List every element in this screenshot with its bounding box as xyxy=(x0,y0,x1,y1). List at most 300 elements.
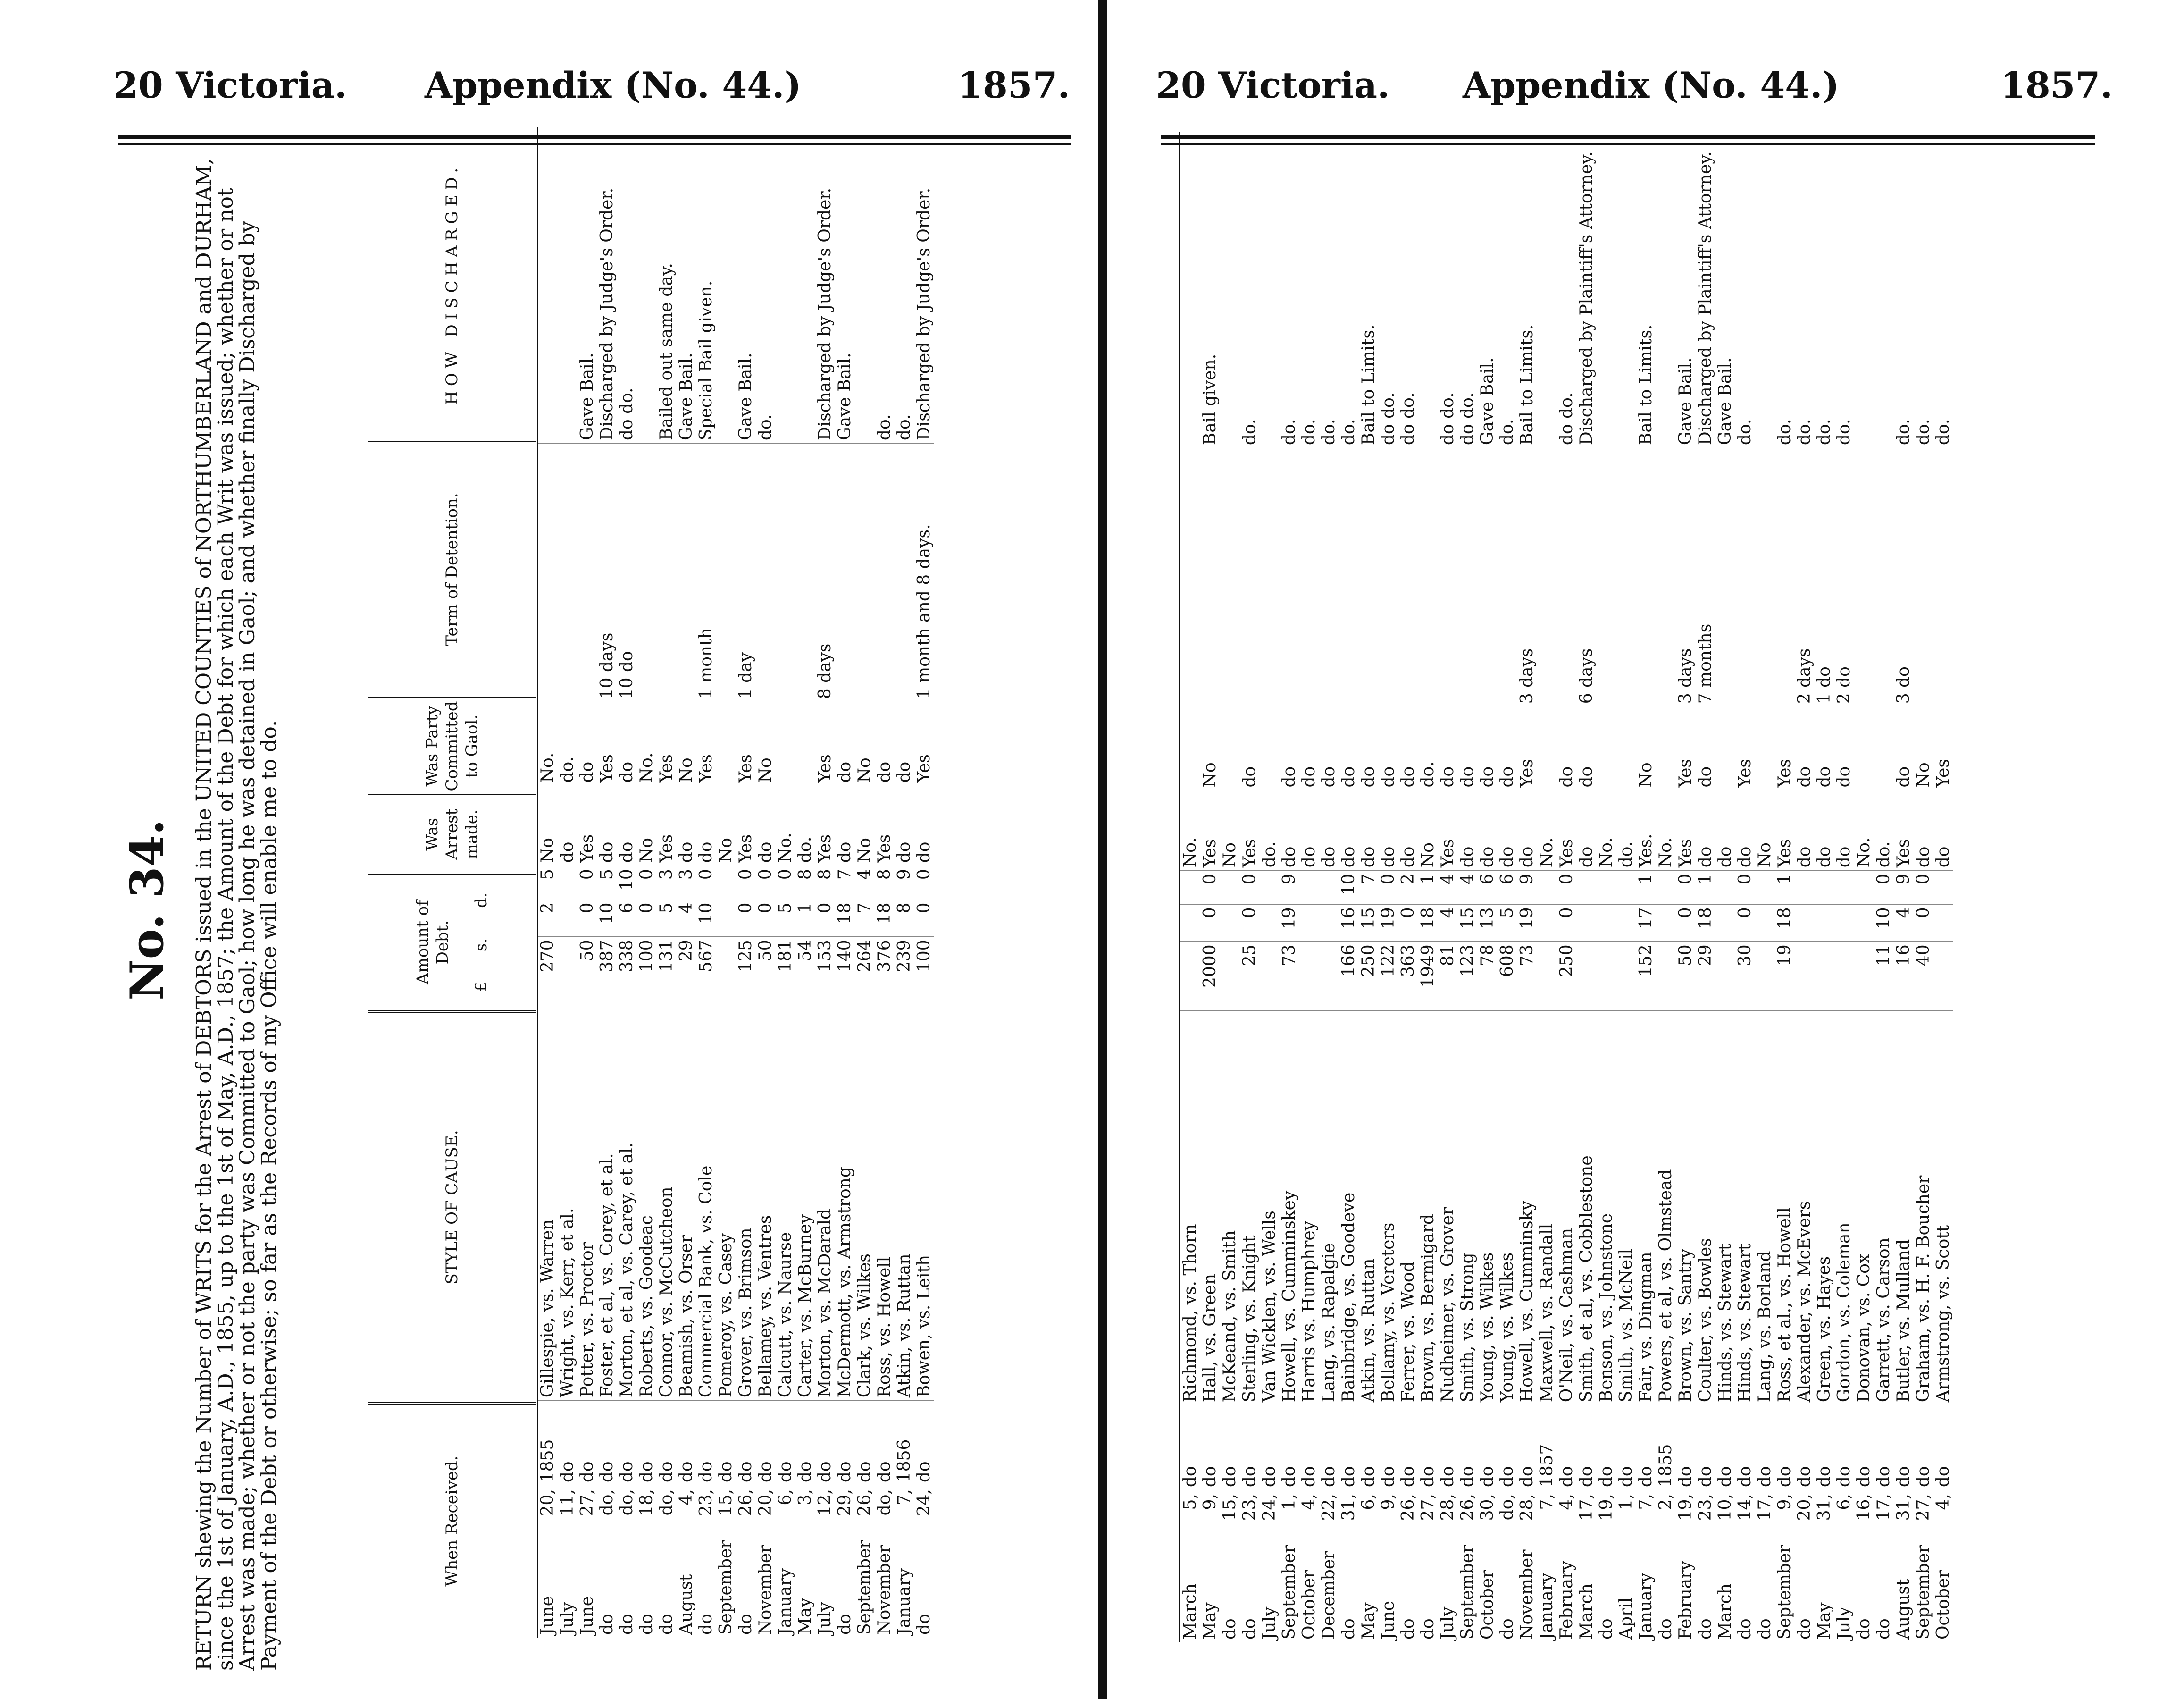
day-cell: 12, xyxy=(815,1489,835,1516)
year-cell: do xyxy=(1240,1466,1259,1488)
year-cell: do xyxy=(1438,1466,1457,1488)
term-detention-cell: 1 month xyxy=(696,443,716,702)
when-received-cell xyxy=(677,1400,696,1638)
pounds-cell xyxy=(558,936,577,1006)
month-cell: March xyxy=(1715,1583,1735,1640)
when-received-cell xyxy=(914,1400,934,1638)
table-row xyxy=(1379,132,1398,1642)
day-cell: 4, xyxy=(1299,1494,1319,1510)
how-discharged-cell: do. xyxy=(756,414,775,441)
left-year-label: 1857. xyxy=(958,64,1070,106)
style-of-cause-cell: Bellamy, vs. Vereters xyxy=(1379,1010,1398,1405)
term-detention-cell xyxy=(558,443,577,702)
when-received-cell xyxy=(756,1400,776,1638)
table-row xyxy=(1815,132,1834,1642)
term-detention-cell: 1 month and 8 days. xyxy=(914,443,934,702)
term-detention-cell xyxy=(855,443,875,702)
shillings-cell xyxy=(1616,904,1636,942)
table-row xyxy=(1854,132,1874,1642)
pence-cell: 8 xyxy=(795,866,815,899)
shillings-cell xyxy=(1656,904,1676,942)
when-received-cell xyxy=(736,1400,756,1638)
shillings-cell: 19 xyxy=(1379,904,1398,942)
committed-gaol-cell: do xyxy=(1498,707,1517,790)
arrest-made-cell: No. xyxy=(776,786,795,866)
col-how-discharged: HOW DISCHARGED. xyxy=(443,163,461,405)
when-received-cell xyxy=(716,1400,736,1638)
style-of-cause-cell: Roberts, vs. Goodeac xyxy=(637,1006,657,1400)
when-received-cell xyxy=(1854,1405,1874,1642)
col-style-of-cause: STYLE OF CAUSE. xyxy=(368,1010,536,1402)
how-discharged-cell xyxy=(1220,132,1240,448)
arrest-made-cell: do xyxy=(756,786,776,866)
left-table xyxy=(368,127,934,1638)
term-detention-cell: 8 days xyxy=(815,443,835,702)
month-cell: February xyxy=(1676,1561,1695,1640)
pounds-cell: 338 xyxy=(617,936,637,1006)
pence-cell: 0 xyxy=(1379,870,1398,904)
committed-gaol-cell: do xyxy=(895,702,914,785)
how-discharged-cell xyxy=(558,127,577,443)
shillings-cell xyxy=(1755,904,1775,942)
arrest-made-cell: No. xyxy=(1597,791,1616,871)
arrest-made-cell: Yes xyxy=(1240,791,1260,871)
month-cell: October xyxy=(1299,1570,1319,1640)
pounds-cell: 250 xyxy=(1359,941,1379,1010)
shillings-cell xyxy=(1795,904,1815,942)
year-cell: do xyxy=(1398,1466,1418,1488)
pence-cell: 0 xyxy=(637,866,657,899)
how-discharged-cell: do. xyxy=(1795,419,1814,446)
pence-cell: 0 xyxy=(577,866,597,899)
when-received-cell xyxy=(1379,1405,1398,1642)
year-cell: do xyxy=(1715,1466,1735,1488)
year-cell: do xyxy=(1616,1466,1636,1488)
shillings-cell xyxy=(1597,904,1616,942)
term-detention-cell xyxy=(1240,448,1260,707)
committed-gaol-cell xyxy=(1616,707,1636,790)
pounds-cell: 387 xyxy=(597,936,617,1006)
arrest-made-cell: No xyxy=(855,786,875,866)
committed-gaol-cell: do xyxy=(875,702,895,785)
table-row xyxy=(815,127,835,1638)
when-received-cell xyxy=(1517,1405,1537,1642)
month-cell: March xyxy=(1180,1583,1200,1640)
when-received-cell xyxy=(1676,1405,1696,1642)
col-when-received: When Received. xyxy=(368,1402,536,1638)
arrest-made-cell: No xyxy=(1220,791,1240,871)
year-cell: do xyxy=(1180,1466,1200,1488)
committed-gaol-cell xyxy=(716,702,736,785)
committed-gaol-cell: do. xyxy=(1418,707,1438,790)
month-cell: August xyxy=(1894,1579,1913,1640)
arrest-made-cell: Yes xyxy=(736,786,756,866)
month-cell: September xyxy=(855,1540,874,1635)
term-detention-cell xyxy=(1557,448,1577,707)
year-cell: do xyxy=(597,1461,617,1483)
month-cell: do xyxy=(1398,1618,1418,1640)
day-cell: 11, xyxy=(558,1489,577,1516)
pounds-cell: 30 xyxy=(1735,941,1755,1010)
month-cell: December xyxy=(1319,1551,1339,1640)
pounds-cell xyxy=(1616,941,1636,1010)
style-of-cause-cell: Connor, vs. McCutcheon xyxy=(657,1006,677,1400)
col-committed-gaol: Was Party Committed to Gaol. xyxy=(368,698,536,794)
how-discharged-cell: do. xyxy=(1775,419,1794,446)
arrest-made-cell: do xyxy=(1498,791,1517,871)
when-received-cell xyxy=(1478,1405,1498,1642)
table-row xyxy=(1398,132,1418,1642)
style-of-cause-cell: Benson, vs. Johnstone xyxy=(1597,1010,1616,1405)
arrest-made-cell: do xyxy=(677,786,696,866)
term-detention-cell xyxy=(1854,448,1874,707)
style-of-cause-cell: Gordon, vs. Coleman xyxy=(1834,1010,1854,1405)
pence-cell: 0 xyxy=(696,866,716,899)
pounds-cell: 567 xyxy=(696,936,716,1006)
pence-cell xyxy=(1933,870,1953,904)
style-of-cause-cell: Brown, vs. Bermigard xyxy=(1418,1010,1438,1405)
pence-cell: 3 xyxy=(657,866,677,899)
committed-gaol-cell: do xyxy=(1359,707,1379,790)
pounds-cell: 11 xyxy=(1874,941,1894,1010)
how-discharged-cell: do do. xyxy=(1379,392,1398,446)
arrest-made-cell: Yes xyxy=(577,786,597,866)
pence-cell: 5 xyxy=(538,866,558,899)
committed-gaol-cell: No xyxy=(1914,707,1933,790)
term-detention-cell: 7 months xyxy=(1696,448,1715,707)
committed-gaol-cell xyxy=(1854,707,1874,790)
style-of-cause-cell: Garrett, vs. Carson xyxy=(1874,1010,1894,1405)
month-cell: July xyxy=(1438,1606,1457,1640)
arrest-made-cell: do xyxy=(895,786,914,866)
when-received-cell xyxy=(1458,1405,1478,1642)
day-cell: do, xyxy=(1498,1494,1517,1521)
shillings-cell: 10 xyxy=(597,900,617,937)
pounds-cell xyxy=(1537,941,1557,1010)
pounds-cell xyxy=(1715,941,1735,1010)
day-cell: 28, xyxy=(1517,1494,1537,1521)
term-detention-cell xyxy=(637,443,657,702)
how-discharged-cell: do. xyxy=(875,414,894,441)
committed-gaol-cell xyxy=(1537,707,1557,790)
month-cell: do xyxy=(617,1614,636,1635)
style-of-cause-cell: Young, vs. Wilkes xyxy=(1498,1010,1517,1405)
style-of-cause-cell: McDermott, vs. Armstrong xyxy=(835,1006,855,1400)
month-cell: do xyxy=(597,1614,617,1635)
term-detention-cell xyxy=(1299,448,1319,707)
how-discharged-cell: Gave Bail. xyxy=(1715,357,1735,446)
style-of-cause-cell: Alexander, vs. McEvers xyxy=(1795,1010,1815,1405)
style-of-cause-cell: Van Wicklen, vs. Wells xyxy=(1260,1010,1280,1405)
pence-label: d. xyxy=(472,892,491,908)
how-discharged-cell: do. xyxy=(1280,419,1299,446)
term-detention-cell: 10 days xyxy=(597,443,617,702)
year-cell: do xyxy=(736,1461,755,1483)
pounds-cell: 73 xyxy=(1517,941,1537,1010)
month-cell: July xyxy=(1260,1606,1279,1640)
day-cell: 6, xyxy=(1834,1494,1854,1510)
pounds-cell xyxy=(1299,941,1319,1010)
when-received-cell xyxy=(1656,1405,1676,1642)
month-cell: November xyxy=(1517,1549,1537,1640)
day-cell: 3, xyxy=(795,1489,815,1506)
style-of-cause-cell: Bainbridge, vs. Goodeve xyxy=(1339,1010,1359,1405)
pence-cell: 1 xyxy=(1636,870,1656,904)
style-of-cause-cell: Commercial Bank, vs. Cole xyxy=(696,1006,716,1400)
when-received-cell xyxy=(1755,1405,1775,1642)
committed-gaol-cell: do xyxy=(1280,707,1299,790)
how-discharged-cell: Discharged by Judge's Order. xyxy=(815,187,835,441)
table-row xyxy=(1715,132,1735,1642)
arrest-made-cell: do xyxy=(1517,791,1537,871)
style-of-cause-cell: Hinds, vs. Stewart xyxy=(1735,1010,1755,1405)
arrest-made-cell: do xyxy=(1398,791,1418,871)
style-of-cause-cell: Nudheimer, vs. Grover xyxy=(1438,1010,1458,1405)
how-discharged-cell: do. xyxy=(1299,419,1319,446)
shillings-cell xyxy=(558,900,577,937)
right-table-body xyxy=(1180,132,1953,1642)
committed-gaol-cell: Yes xyxy=(914,702,934,785)
document-number: No. 34. xyxy=(120,819,174,1001)
how-discharged-cell: do. xyxy=(895,414,914,441)
how-discharged-cell: Gave Bail. xyxy=(1676,357,1695,446)
shillings-cell: 4 xyxy=(1438,904,1458,942)
when-received-cell xyxy=(1260,1405,1280,1642)
pounds-cell xyxy=(1260,941,1280,1010)
day-cell: 27, xyxy=(577,1489,597,1516)
day-cell: 14, xyxy=(1735,1494,1755,1521)
year-cell: 1857 xyxy=(1537,1444,1556,1488)
month-cell: do xyxy=(1240,1618,1259,1640)
month-cell: do xyxy=(696,1614,716,1635)
day-cell: 29, xyxy=(835,1489,854,1516)
shillings-cell: 0 xyxy=(914,900,934,937)
shillings-cell xyxy=(1537,904,1557,942)
arrest-made-cell: do xyxy=(1735,791,1755,871)
committed-gaol-cell: No xyxy=(756,702,776,785)
pounds-cell: 25 xyxy=(1240,941,1260,1010)
pence-cell xyxy=(558,866,577,899)
year-cell: do xyxy=(1339,1466,1358,1488)
arrest-made-cell: do xyxy=(835,786,855,866)
table-row xyxy=(1200,132,1220,1642)
style-of-cause-cell: Atkin, vs. Ruttan xyxy=(1359,1010,1379,1405)
committed-gaol-cell: do xyxy=(1458,707,1478,790)
pounds-cell xyxy=(1755,941,1775,1010)
when-received-cell xyxy=(1874,1405,1894,1642)
arrest-made-cell: do xyxy=(914,786,934,866)
shillings-cell: 16 xyxy=(1339,904,1359,942)
pence-cell xyxy=(1715,870,1735,904)
committed-gaol-cell: do xyxy=(1299,707,1319,790)
shillings-cell: 10 xyxy=(1874,904,1894,942)
shillings-cell: 4 xyxy=(677,900,696,937)
table-row xyxy=(1299,132,1319,1642)
table-row xyxy=(1755,132,1775,1642)
how-discharged-cell: do do. xyxy=(617,387,636,441)
how-discharged-cell xyxy=(1418,132,1438,448)
style-of-cause-cell: Young, vs. Wilkes xyxy=(1478,1010,1498,1405)
pounds-cell: 181 xyxy=(776,936,795,1006)
when-received-cell xyxy=(1894,1405,1914,1642)
shillings-cell xyxy=(1319,904,1339,942)
pounds-cell: 100 xyxy=(637,936,657,1006)
shillings-cell: 18 xyxy=(1775,904,1795,942)
year-cell: do xyxy=(1815,1466,1834,1488)
pence-cell: 0 xyxy=(776,866,795,899)
table-row xyxy=(1180,132,1200,1642)
arrest-made-cell: do xyxy=(597,786,617,866)
when-received-cell xyxy=(1418,1405,1438,1642)
shillings-label: s. xyxy=(472,938,491,952)
committed-gaol-cell: Yes xyxy=(736,702,756,785)
committed-gaol-cell: do xyxy=(1815,707,1834,790)
amount-of-debt-label: Amount of Debt. xyxy=(413,900,452,984)
year-cell: do xyxy=(1894,1466,1913,1488)
day-cell: 2, xyxy=(1656,1494,1675,1510)
right-appendix-label: Appendix (No. 44.) xyxy=(1463,64,1840,106)
shillings-cell: 19 xyxy=(1280,904,1299,942)
pence-cell: 0 xyxy=(1240,870,1260,904)
term-detention-cell xyxy=(677,443,696,702)
arrest-made-cell: No. xyxy=(1656,791,1676,871)
arrest-made-cell: No. xyxy=(1854,791,1874,871)
year-cell: do xyxy=(1200,1466,1220,1488)
month-cell: do xyxy=(1498,1618,1517,1640)
day-cell: 23, xyxy=(696,1489,716,1516)
pence-cell: 7 xyxy=(835,866,855,899)
year-cell: do xyxy=(1874,1466,1893,1488)
style-of-cause-cell: Calcutt, vs. Naurse xyxy=(776,1006,795,1400)
month-cell: April xyxy=(1616,1597,1636,1640)
arrest-made-cell: do xyxy=(1339,791,1359,871)
when-received-cell xyxy=(1696,1405,1715,1642)
term-detention-cell xyxy=(1735,448,1755,707)
shillings-cell: 0 xyxy=(1200,904,1220,942)
shillings-cell: 18 xyxy=(1418,904,1438,942)
day-cell: 4, xyxy=(677,1489,696,1506)
arrest-made-cell: Yes xyxy=(875,786,895,866)
year-cell: do xyxy=(1220,1466,1239,1488)
style-of-cause-cell: Fair, vs. Dingman xyxy=(1636,1010,1656,1405)
arrest-made-cell: do xyxy=(1458,791,1478,871)
shillings-cell: 7 xyxy=(855,900,875,937)
when-received-cell xyxy=(1299,1405,1319,1642)
table-row xyxy=(1894,132,1914,1642)
table-row xyxy=(1933,132,1953,1642)
month-cell: May xyxy=(1359,1602,1378,1640)
how-discharged-cell: do. xyxy=(1894,419,1913,446)
pence-cell xyxy=(716,866,736,899)
shillings-cell: 0 xyxy=(637,900,657,937)
how-discharged-cell: do. xyxy=(1735,419,1755,446)
month-cell: do xyxy=(1220,1618,1239,1640)
month-cell: September xyxy=(1914,1545,1933,1640)
how-discharged-cell xyxy=(1854,132,1874,448)
day-cell: 31, xyxy=(1894,1494,1913,1521)
when-received-cell xyxy=(1933,1405,1953,1642)
how-discharged-cell: Discharged by Judge's Order. xyxy=(914,187,934,441)
day-cell: 20, xyxy=(756,1489,775,1516)
pounds-cell xyxy=(1834,941,1854,1010)
table-row xyxy=(1775,132,1795,1642)
term-detention-cell xyxy=(756,443,776,702)
style-of-cause-cell: Smith, vs. McNeil xyxy=(1616,1010,1636,1405)
year-cell: do xyxy=(1676,1466,1695,1488)
year-cell: do xyxy=(1319,1466,1339,1488)
pounds-cell: 50 xyxy=(756,936,776,1006)
when-received-cell xyxy=(1715,1405,1735,1642)
shillings-cell: 18 xyxy=(875,900,895,937)
committed-gaol-cell: do xyxy=(835,702,855,785)
pence-cell: 4 xyxy=(1438,870,1458,904)
how-discharged-cell: do. xyxy=(1834,419,1854,446)
day-cell: 18, xyxy=(637,1489,656,1516)
how-discharged-cell: do do. xyxy=(1398,392,1418,446)
month-cell: July xyxy=(1834,1606,1854,1640)
arrest-made-cell: Yes xyxy=(1775,791,1795,871)
pounds-cell: 264 xyxy=(855,936,875,1006)
table-row xyxy=(1418,132,1438,1642)
year-cell: do xyxy=(1498,1466,1517,1488)
day-cell: 26, xyxy=(855,1489,874,1516)
day-cell: 24, xyxy=(1260,1494,1279,1521)
shillings-cell: 2 xyxy=(538,900,558,937)
month-cell: October xyxy=(1478,1570,1497,1640)
when-received-cell xyxy=(1438,1405,1458,1642)
pence-cell: 0 xyxy=(914,866,934,899)
committed-gaol-cell: No xyxy=(1636,707,1656,790)
year-cell: do xyxy=(1517,1466,1537,1488)
table-row xyxy=(1478,132,1498,1642)
shillings-cell xyxy=(1260,904,1280,942)
pence-cell: 0 xyxy=(756,866,776,899)
table-row xyxy=(795,127,815,1638)
pounds-cell: 16 xyxy=(1894,941,1914,1010)
pence-cell: 9 xyxy=(895,866,914,899)
when-received-cell xyxy=(835,1400,855,1638)
day-cell: 10, xyxy=(1715,1494,1735,1521)
style-of-cause-cell: Morton, et al, vs. Carey, et al. xyxy=(617,1006,637,1400)
committed-gaol-cell: No. xyxy=(538,702,558,785)
committed-gaol-cell xyxy=(1874,707,1894,790)
how-discharged-cell xyxy=(1616,132,1636,448)
arrest-made-cell: Yes xyxy=(1894,791,1914,871)
arrest-made-cell: do xyxy=(1933,791,1953,871)
shillings-cell: 18 xyxy=(1696,904,1715,942)
month-cell: January xyxy=(1636,1573,1656,1640)
committed-gaol-cell xyxy=(1260,707,1280,790)
committed-gaol-cell: No xyxy=(855,702,875,785)
pounds-cell: 2000 xyxy=(1200,941,1220,1010)
shillings-cell xyxy=(1577,904,1597,942)
pence-cell: 0 xyxy=(1874,870,1894,904)
year-cell: do xyxy=(1735,1466,1755,1488)
month-cell: January xyxy=(1537,1573,1556,1640)
year-cell: 1856 xyxy=(895,1439,914,1483)
how-discharged-cell: Bail to Limits. xyxy=(1359,324,1378,446)
day-cell: 20, xyxy=(538,1489,557,1516)
pence-cell: 0 xyxy=(736,866,756,899)
style-of-cause-cell: Bellamey, vs. Ventres xyxy=(756,1006,776,1400)
style-of-cause-cell: Smith, et al, vs. Cobblestone xyxy=(1577,1010,1597,1405)
style-of-cause-cell: Beamish, vs. Orser xyxy=(677,1006,696,1400)
pounds-cell: 81 xyxy=(1438,941,1458,1010)
style-of-cause-cell: Potter, vs. Proctor xyxy=(577,1006,597,1400)
term-detention-cell xyxy=(1656,448,1676,707)
style-of-cause-cell: Sterling, vs. Knight xyxy=(1240,1010,1260,1405)
when-received-cell xyxy=(1775,1405,1795,1642)
